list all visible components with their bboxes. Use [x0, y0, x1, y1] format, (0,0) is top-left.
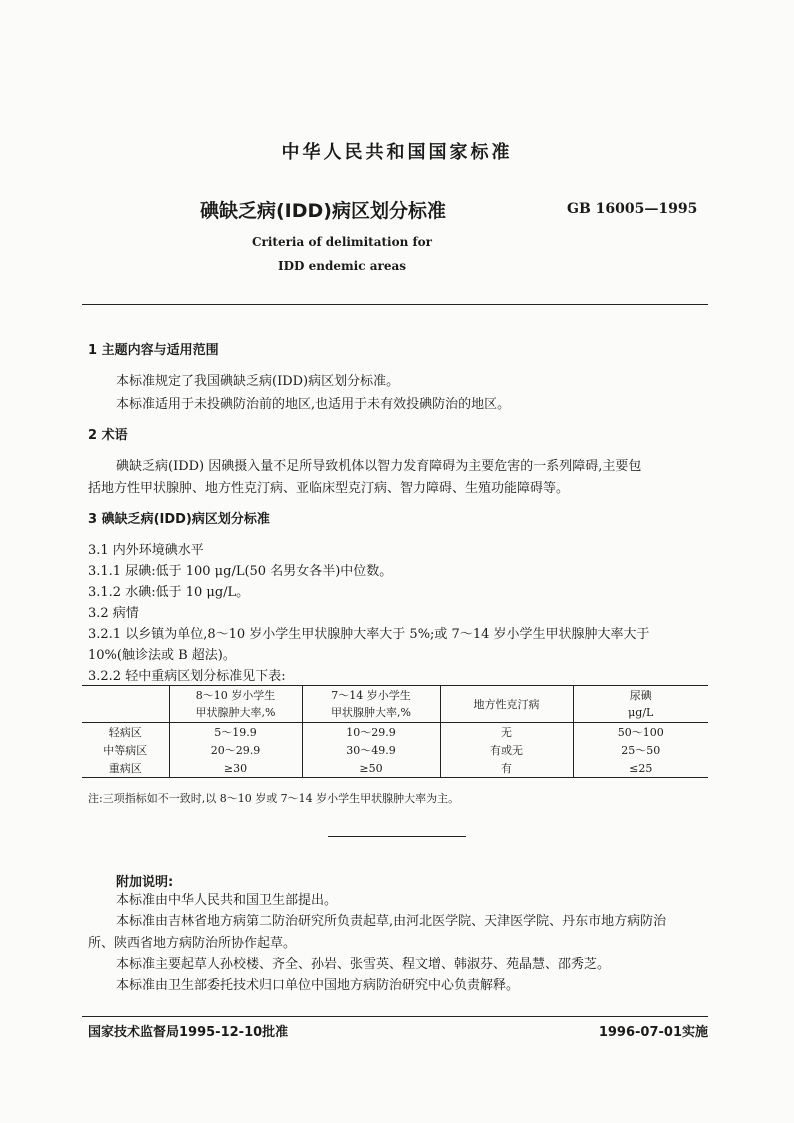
table-note: 注:三项指标如不一致时,以 8～10 岁或 7～14 岁小学生甲状腺肿大率为主。	[88, 792, 460, 805]
table-cell: 50～100	[573, 723, 708, 742]
table-header-cell	[573, 686, 708, 723]
appendix-line2b: 所、陕西省地方病防治所协作起草。	[88, 936, 297, 951]
table-row	[82, 741, 708, 759]
table-cell: 中等病区	[103, 743, 148, 757]
appendix-line1: 本标准由中华人民共和国卫生部提出。	[116, 893, 338, 908]
table-header-line2: 甲状腺肿大率,%	[331, 706, 411, 719]
table-cell: 重病区	[82, 759, 169, 778]
delimitation-table	[82, 685, 708, 778]
table-header-line1: 7～14 岁小学生	[331, 689, 411, 702]
section3-2-1-line2: 10%(触诊法或 B 超法)。	[88, 648, 236, 663]
english-title-line1: Criteria of delimitation for	[252, 235, 432, 249]
table-cell: 5～19.9	[169, 723, 302, 742]
section1-para1: 本标准规定了我国碘缺乏病(IDD)病区划分标准。	[116, 374, 400, 389]
table-cell: 30～49.9	[302, 741, 440, 759]
section2-line1: 碘缺乏病(IDD) 因碘摄入量不足所导致机体以智力发育障碍为主要危害的一系列障碍,主要包	[116, 459, 642, 474]
appendix-line2a: 本标准由吉林省地方病第二防治研究所负责起草,由河北医学院、天津医学院、丹东市地方病防治	[116, 914, 667, 929]
table-header-cell	[169, 686, 302, 723]
table-row	[82, 723, 708, 742]
appendix-line3: 本标准主要起草人孙校楼、齐全、孙岩、张雪英、程文增、韩淑芬、苑晶慧、邵秀芝。	[116, 957, 611, 972]
footer-divider	[82, 1016, 708, 1017]
org-title: 中华人民共和国国家标准	[281, 142, 513, 163]
standard-code: GB 16005—1995	[567, 201, 698, 217]
table-header-cell	[440, 686, 573, 723]
section1-para2: 本标准适用于未投碘防治前的地区,也适用于未有效投碘防治的地区。	[116, 397, 511, 412]
english-title-line2: IDD endemic areas	[278, 259, 406, 273]
table-cell: 轻病区	[108, 725, 142, 739]
table-header-line2: μg/L	[628, 706, 654, 719]
table-cell: ≥30	[169, 759, 302, 778]
table-header-line2: 甲状腺肿大率,%	[195, 706, 276, 719]
section3-1-2: 3.1.2 水碘:低于 10 μg/L。	[88, 585, 250, 600]
section2-line2: 括地方性甲状腺肿、地方性克汀病、亚临床型克汀病、智力障碍、生殖功能障碍等。	[88, 481, 570, 496]
section1-heading: 1 主题内容与适用范围	[88, 343, 219, 358]
table-header-line1: 地方性克汀病	[473, 697, 540, 711]
table-row	[82, 759, 708, 778]
table-header-line1: 8～10 岁小学生	[195, 689, 276, 702]
section3-1: 3.1 内外环境碘水平	[88, 543, 204, 558]
table-cell: 无	[440, 723, 573, 742]
table-cell: ≥50	[302, 759, 440, 778]
appendix-heading: 附加说明:	[116, 875, 174, 890]
table-cell: 有	[440, 759, 573, 778]
section3-heading: 3 碘缺乏病(IDD)病区划分标准	[88, 512, 270, 527]
header-divider	[82, 304, 708, 305]
table-header-cell	[82, 686, 169, 723]
section3-2: 3.2 病情	[88, 606, 139, 621]
appendix-line4: 本标准由卫生部委托技术归口单位中国地方病防治研究中心负责解释。	[116, 978, 520, 993]
section3-2-2: 3.2.2 轻中重病区划分标准见下表:	[88, 669, 286, 684]
section3-1-1: 3.1.1 尿碘:低于 100 μg/L(50 名男女各半)中位数。	[88, 564, 393, 579]
table-cell: ≤25	[573, 759, 708, 778]
table-header-row	[82, 686, 708, 723]
table-cell: 25～50	[573, 741, 708, 759]
table-header-line1: 尿碘	[629, 689, 652, 702]
table-cell: 10～29.9	[302, 723, 440, 742]
table-cell: 有或无	[440, 741, 573, 759]
section-separator	[328, 836, 466, 837]
table-header-cell	[302, 686, 440, 723]
doc-title: 碘缺乏病(IDD)病区划分标准	[200, 200, 446, 222]
approval-date: 国家技术监督局1995-12-10批准	[88, 1025, 289, 1040]
section2-heading: 2 术语	[88, 428, 128, 443]
implementation-date: 1996-07-01实施	[598, 1025, 708, 1040]
section3-2-1-line1: 3.2.1 以乡镇为单位,8～10 岁小学生甲状腺肿大率大于 5%;或 7～14 岁小学生甲状腺肿大率大于	[88, 627, 650, 642]
table-cell: 20～29.9	[169, 741, 302, 759]
